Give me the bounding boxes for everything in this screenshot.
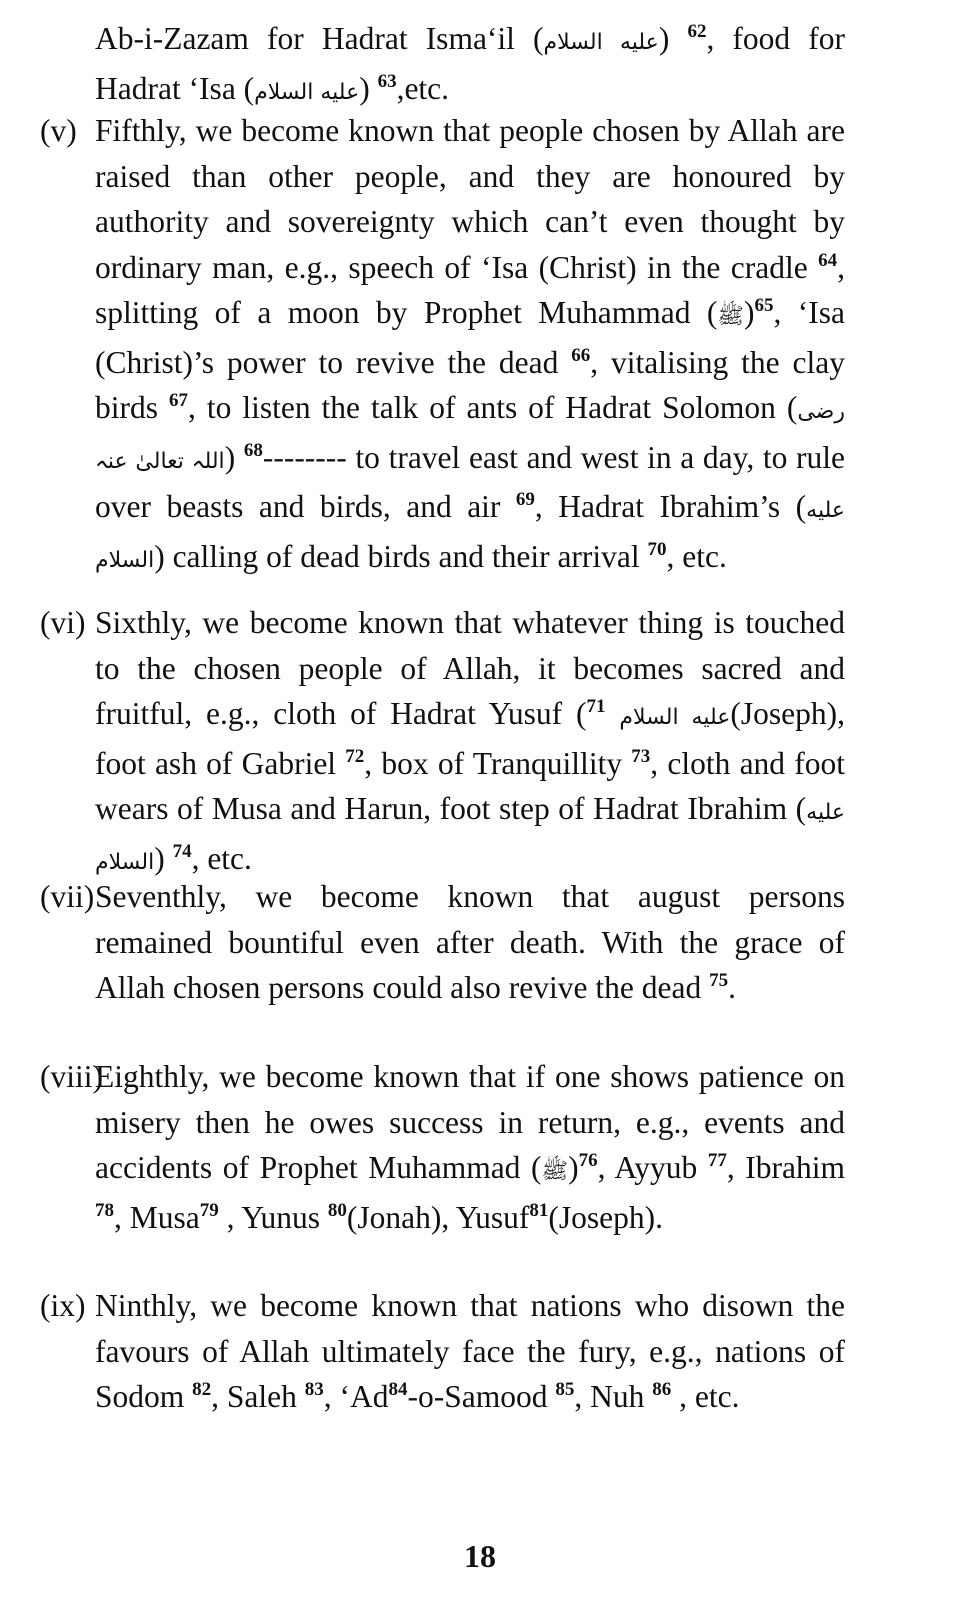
text: , ‘Isa (Christ)’s power to revive the dead [95, 295, 845, 380]
text: -o-Samood [407, 1379, 548, 1414]
text: Seventhly, we become known that august persons remained bountiful even after death. With the grace of Allah chosen persons could also revive the dead [95, 879, 845, 1005]
text: Ab-i-Zazam for Hadrat Isma‘il ( [95, 21, 544, 56]
text: ,etc. [396, 70, 450, 106]
text: (Jonah), Yusuf [346, 1199, 530, 1235]
footnote-ref: 80 [327, 1199, 347, 1221]
footnote-ref: 67 [168, 390, 188, 411]
footnote-ref: 79 [199, 1199, 219, 1221]
text: , Ibrahim [726, 1150, 845, 1185]
text: , etc. [191, 840, 252, 876]
list-item-body [95, 874, 845, 1011]
text: Fifthly, we become known that people chosen by Allah are raised than other people, and they are honoured by authority and sovereignty which can’t even thought by ordinary man, e.g., speech of ‘Isa (Christ) in the cradle [95, 113, 845, 285]
text: , cloth and foot wears of Musa and Harun, foot step of Hadrat Ibrahim ( [95, 745, 846, 826]
list-item-vii [40, 874, 845, 1011]
text: , etc. [666, 538, 727, 574]
text: ) [154, 840, 165, 876]
footnote-ref: 70 [647, 538, 667, 560]
text: -------- to travel east and west in a day, to rule over beasts and birds, and air [95, 439, 845, 524]
footnote-ref: 86 [652, 1379, 672, 1400]
text: , Musa [114, 1199, 200, 1235]
footnote-ref: 75 [709, 970, 729, 991]
text: , splitting of a moon by Prophet Muhammad ( [95, 249, 846, 330]
footnote-ref: 69 [515, 489, 535, 510]
footnote-ref: 78 [95, 1199, 114, 1221]
text: ) [568, 1150, 579, 1185]
footnote-ref: 81 [529, 1199, 549, 1221]
list-marker: (vi) [40, 605, 86, 640]
footnote-ref: 73 [631, 745, 651, 767]
footnote-ref: 71 [586, 696, 606, 717]
list-item-body [95, 1054, 845, 1240]
list-item-v [40, 108, 845, 583]
text: , Nuh [574, 1379, 645, 1414]
footnote-ref: 68 [243, 439, 263, 461]
text: Eighthly, we become known that if one shows patience on misery then he owes success in return, e.g., events and accidents of Prophet Muhammad ( [95, 1059, 845, 1185]
text: ) [743, 295, 755, 330]
footnote-ref: 63 [377, 70, 397, 92]
text: , etc. [671, 1379, 740, 1414]
text: Sixthly, we become known that whatever thing is touched to the chosen people of Allah, it becomes sacred and fruitful, e.g., cloth of Hadrat Yusuf ( [95, 605, 845, 731]
text: ) [658, 21, 670, 56]
arabic-honorific: رضی اللہ تعالیٰ عنہ [95, 399, 845, 474]
list-item-vi [40, 600, 845, 885]
footnote-ref: 76 [578, 1150, 598, 1171]
arabic-honorific: عليه السلام [95, 498, 846, 573]
page-number: 18 [464, 1538, 496, 1574]
list-marker: (ix) [40, 1288, 86, 1323]
list-item-ix [40, 1283, 845, 1420]
footnote-ref: 65 [754, 295, 774, 316]
text: ) [224, 439, 236, 475]
text: , Saleh [211, 1379, 297, 1414]
list-item-body [95, 108, 845, 583]
footnote-ref: 85 [555, 1379, 575, 1400]
arabic-honorific: عليه السلام [95, 800, 845, 875]
list-marker: (v) [40, 113, 77, 148]
footnote-ref: 64 [818, 249, 838, 271]
arabic-honorific: ﷺ [541, 1159, 569, 1184]
list-item-body [95, 600, 845, 885]
footnote-ref: 84 [388, 1379, 408, 1400]
text: , ‘Ad [323, 1379, 389, 1414]
arabic-honorific: عليه السلام [543, 30, 659, 55]
intro-paragraph [95, 16, 845, 115]
text: , Yunus [218, 1199, 320, 1235]
footnote-ref: 66 [571, 344, 591, 366]
text: , Hadrat Ibrahim’s ( [534, 489, 807, 524]
text: , box of Tranquillity [364, 745, 623, 781]
footnote-ref: 62 [687, 21, 707, 42]
text: . [728, 970, 736, 1005]
list-item-body [95, 1283, 845, 1420]
text: (Joseph). [548, 1199, 664, 1235]
text: Ninthly, we become known that nations who disown the favours of Allah ultimately face the fury, e.g., nations of Sodom [95, 1288, 845, 1414]
text: , vitalising the clay birds [95, 344, 846, 425]
list-marker: (viii) [40, 1059, 103, 1094]
list-marker: (vii) [40, 879, 95, 914]
footnote-ref: 82 [192, 1379, 212, 1400]
footnote-ref: 72 [345, 745, 365, 767]
arabic-honorific: عليه السلام [619, 705, 731, 730]
list-item-viii [40, 1054, 845, 1240]
text: , food for Hadrat ‘Isa ( [95, 21, 846, 106]
footnote-ref: 74 [172, 840, 192, 862]
arabic-honorific: ﷺ [717, 304, 744, 329]
text: (Joseph), foot ash of Gabriel [95, 696, 846, 781]
text: , to listen the talk of ants of Hadrat Solomon ( [187, 390, 798, 425]
text: , Ayyub [597, 1150, 698, 1185]
footnote-ref: 77 [707, 1150, 727, 1171]
arabic-honorific: عليه السلام [254, 79, 360, 105]
text: ) [359, 70, 370, 106]
footnote-ref: 83 [304, 1379, 324, 1400]
text: ) calling of dead birds and their arrival [154, 538, 640, 574]
